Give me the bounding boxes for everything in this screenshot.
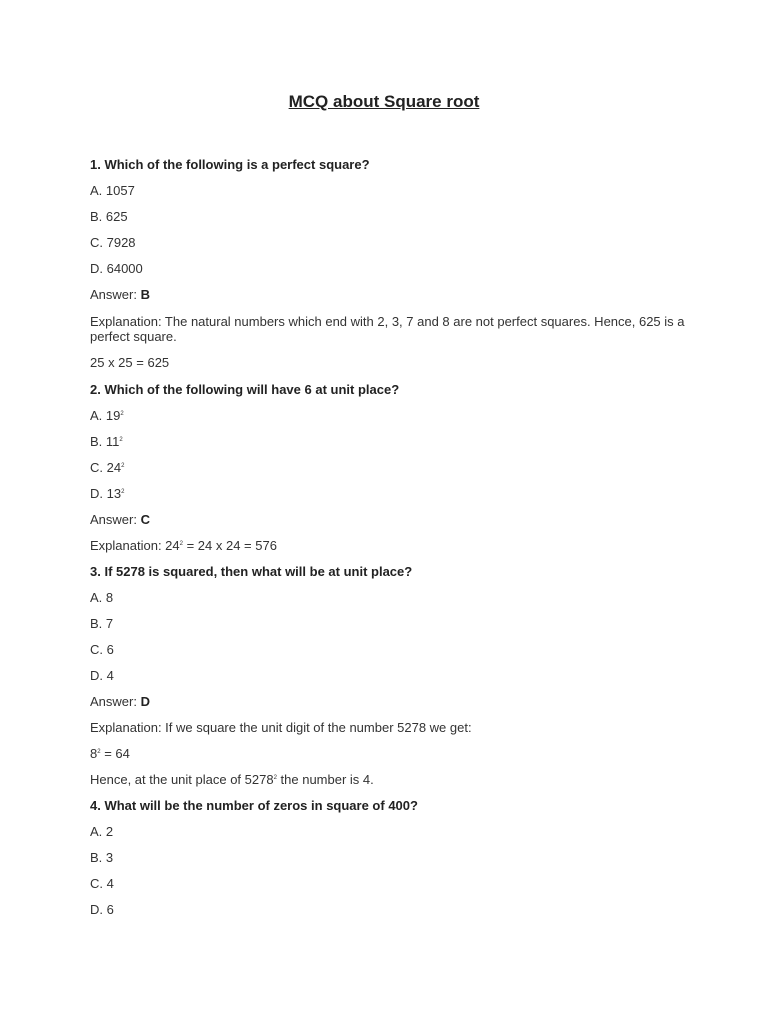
q4-option-c: C. 4 [90,876,114,891]
q2-answer [90,512,690,527]
q2-explanation-exp: 2 [179,541,183,547]
q2-explanation [90,538,690,553]
q2-option-b-base: B. 11 [90,434,120,449]
q2-option-a [90,408,690,423]
q3-work-exp: 2 [97,749,101,755]
q2-option-b [90,434,690,449]
q3-option-d: D. 4 [90,668,114,683]
q3-option-c: C. 6 [90,642,114,657]
q4-option-a: A. 2 [90,824,114,839]
q3-option-b: B. 7 [90,616,114,631]
q2-option-c-base: C. 24 [90,460,122,475]
q3-conclusion-exp: 2 [273,775,277,781]
answer-label: Answer: [90,694,141,709]
q2-answer-letter: C [140,512,150,527]
q3-conclusion [90,772,690,787]
q2-option-b-exp: 2 [119,437,123,443]
page-title: MCQ about Square root [288,92,480,111]
answer-label: Answer: [90,512,141,527]
q1-explanation: Explanation: The natural numbers which end with 2, 3, 7 and 8 are not perfect squares. Hence, 625 is a perfect square. [90,314,685,344]
question-3: 3. If 5278 is squared, then what will be at unit place? [90,564,413,579]
q2-option-c-exp: 2 [121,463,125,469]
q3-explanation: Explanation: If we square the unit digit of the number 5278 we get: [90,720,472,735]
q2-explanation-suffix: = 24 x 24 = 576 [182,538,277,553]
q3-work-base: 8 [90,746,98,761]
q2-option-a-base: A. 19 [90,408,121,423]
q2-option-a-exp: 2 [120,411,124,417]
q2-option-d-exp: 2 [121,489,125,495]
q4-option-d: D. 6 [90,902,114,917]
q2-explanation-prefix: Explanation: 24 [90,538,180,553]
q1-option-a: A. 1057 [90,183,135,198]
q3-work [90,746,690,761]
q1-option-b: B. 625 [90,209,128,224]
q1-answer-letter: B [140,287,150,302]
q3-answer [90,694,690,709]
question-1: 1. Which of the following is a perfect square? [90,157,370,172]
q1-option-c: C. 7928 [90,235,136,250]
q3-conclusion-prefix: Hence, at the unit place of 5278 [90,772,274,787]
q3-work-suffix: = 64 [100,746,130,761]
question-4: 4. What will be the number of zeros in square of 400? [90,798,418,813]
q3-answer-letter: D [140,694,150,709]
q1-work: 25 x 25 = 625 [90,355,170,370]
q1-answer [90,287,690,302]
q3-conclusion-suffix: the number is 4. [276,772,374,787]
answer-label: Answer: [90,287,141,302]
q2-option-d-base: D. 13 [90,486,122,501]
q2-option-d [90,486,690,501]
question-2: 2. Which of the following will have 6 at unit place? [90,382,400,397]
q2-option-c [90,460,690,475]
q3-option-a: A. 8 [90,590,114,605]
q4-option-b: B. 3 [90,850,114,865]
q1-option-d: D. 64000 [90,261,143,276]
